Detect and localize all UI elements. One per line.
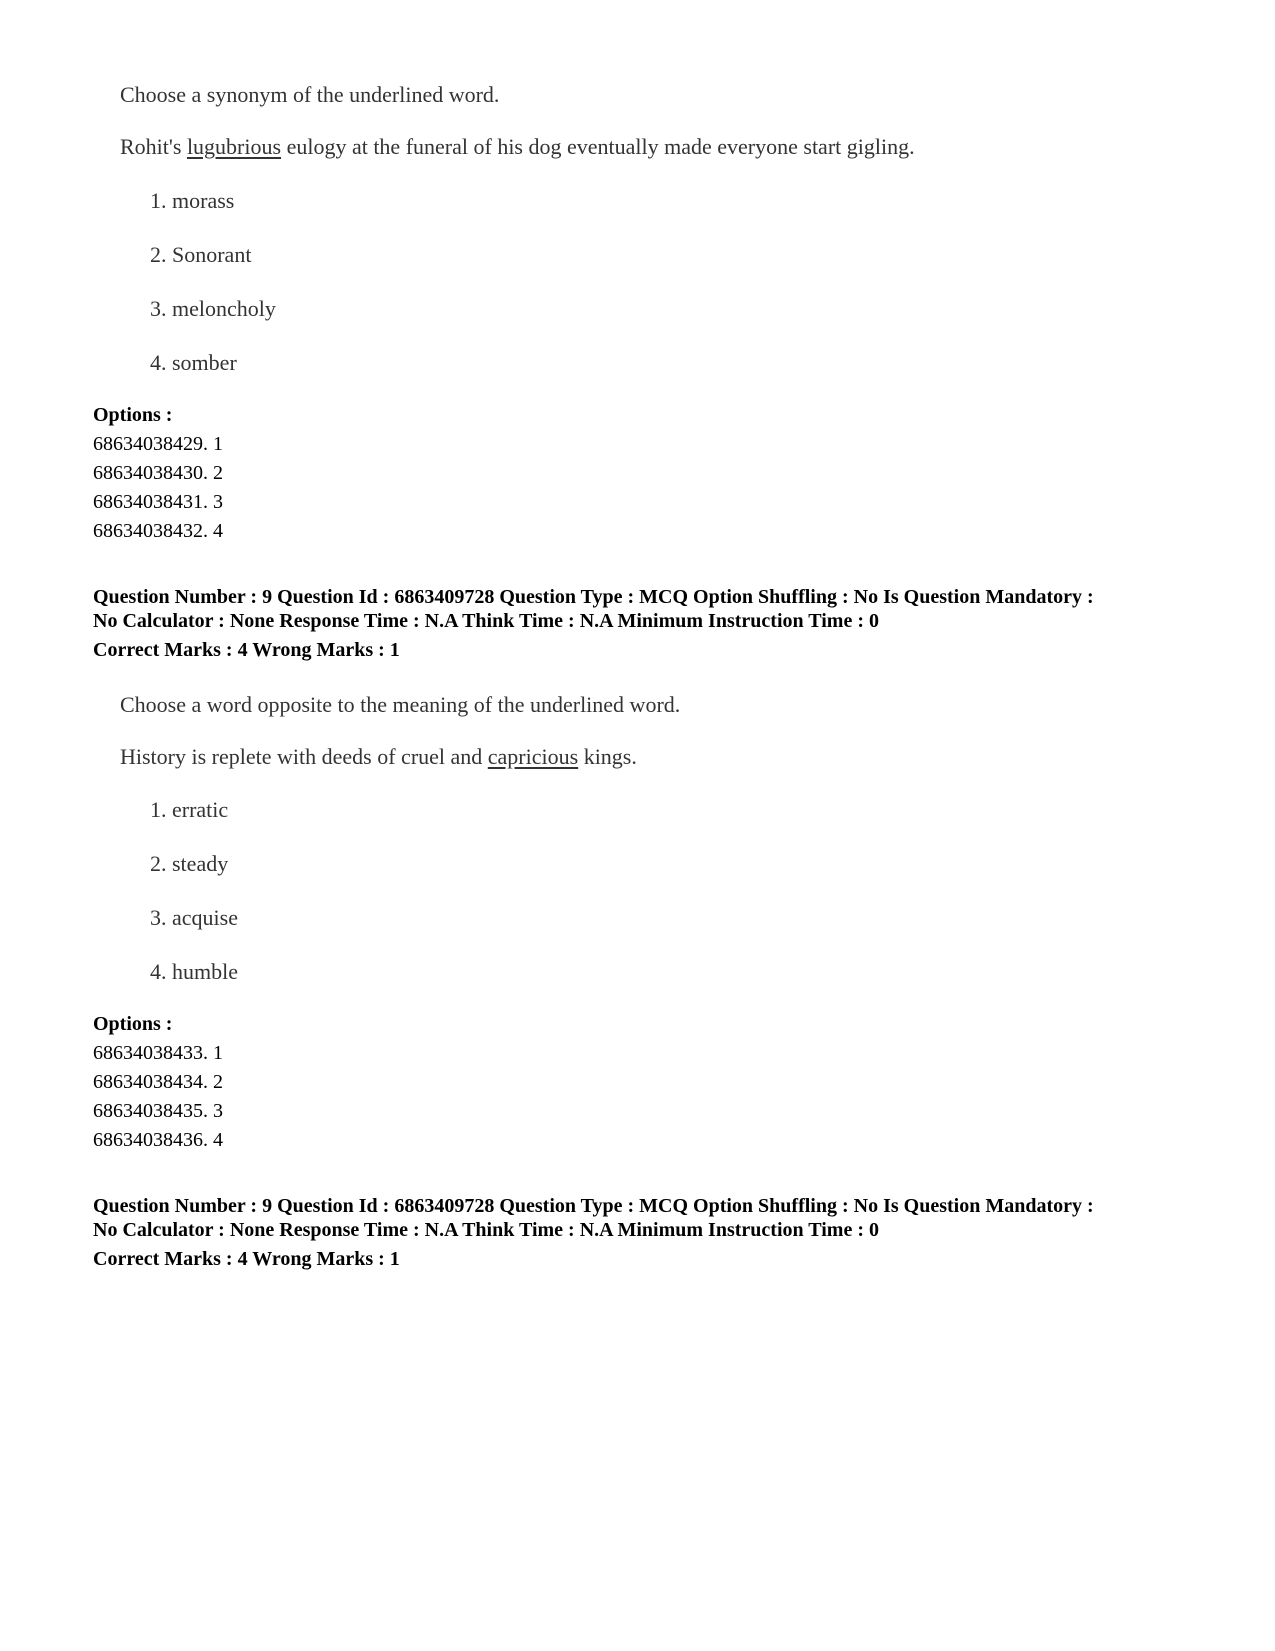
option-id: 68634038429. 1 [93, 433, 223, 455]
option-id: 68634038432. 4 [93, 520, 223, 542]
question-instruction: Choose a word opposite to the meaning of the underlined word. [120, 692, 681, 717]
question-marks: Correct Marks : 4 Wrong Marks : 1 [93, 1248, 400, 1270]
sentence-after: eulogy at the funeral of his dog eventually made everyone start gigling. [281, 134, 915, 159]
sentence-after: kings. [578, 744, 637, 769]
options-label: Options : [93, 404, 173, 426]
option-id: 68634038431. 3 [93, 491, 223, 513]
choice-item: 4. somber [150, 350, 237, 375]
question-instruction: Choose a synonym of the underlined word. [120, 82, 500, 107]
sentence-before: Rohit's [120, 134, 187, 159]
option-id: 68634038436. 4 [93, 1129, 223, 1151]
option-id: 68634038430. 2 [93, 462, 223, 484]
underlined-word: lugubrious [186, 134, 282, 159]
question-sentence [120, 744, 637, 770]
question-meta-line: No Calculator : None Response Time : N.A Think Time : N.A Minimum Instruction Time : 0 [93, 1219, 879, 1241]
choice-item: 3. acquise [150, 905, 238, 930]
sentence-before: History is replete with deeds of cruel and [120, 744, 488, 769]
question-meta-line: No Calculator : None Response Time : N.A Think Time : N.A Minimum Instruction Time : 0 [93, 610, 879, 632]
choice-item: 3. meloncholy [150, 296, 276, 321]
choice-item: 2. steady [150, 851, 229, 876]
option-id: 68634038434. 2 [93, 1071, 223, 1093]
option-id: 68634038435. 3 [93, 1100, 223, 1122]
choice-item: 4. humble [150, 959, 238, 984]
choice-item: 1. erratic [150, 797, 229, 822]
question-marks: Correct Marks : 4 Wrong Marks : 1 [93, 639, 400, 661]
options-label: Options : [93, 1013, 173, 1035]
question-meta-line: Question Number : 9 Question Id : 6863409728 Question Type : MCQ Option Shuffling : No Is Question Mandatory : [93, 586, 1094, 608]
option-id: 68634038433. 1 [93, 1042, 223, 1064]
choice-item: 2. Sonorant [150, 242, 252, 267]
choice-item: 1. morass [150, 188, 235, 213]
question-sentence [120, 134, 915, 160]
question-meta-line: Question Number : 9 Question Id : 6863409728 Question Type : MCQ Option Shuffling : No Is Question Mandatory : [93, 1195, 1094, 1217]
underlined-word: capricious [487, 744, 579, 769]
